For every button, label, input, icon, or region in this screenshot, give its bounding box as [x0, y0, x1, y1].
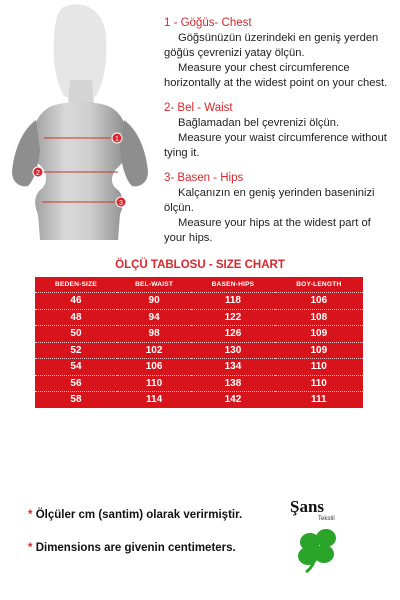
table-cell: 126: [191, 326, 274, 343]
svg-text:3: 3: [119, 200, 123, 207]
table-cell: 58: [35, 392, 117, 408]
note-star: *: [28, 542, 33, 554]
note-english-text: Dimensions are givenin centimeters.: [35, 542, 236, 554]
table-cell: 118: [191, 293, 274, 310]
header-length: BOY-LENGTH: [296, 281, 342, 288]
table-cell: 130: [191, 342, 274, 359]
table-cell: 54: [35, 359, 117, 376]
logo-sub: Tekstil: [318, 516, 335, 522]
table-cell: 106: [275, 293, 363, 310]
step-line: Göğsünüzün üzerindeki en geniş yerden: [178, 32, 379, 44]
step-line: Measure your hips at the widest part of: [178, 217, 371, 229]
marker-2: [33, 167, 43, 177]
step-line: your hips.: [164, 232, 213, 244]
step-line: tying it.: [164, 147, 200, 159]
table-cell: 111: [275, 392, 363, 408]
table-cell: 142: [191, 392, 274, 408]
size-chart-table: [35, 277, 363, 408]
note-turkish-text: Ölçüler cm (santim) olarak verirmiştir.: [35, 509, 243, 521]
instruction-step: [164, 16, 396, 91]
note-star: *: [28, 509, 33, 521]
svg-text:1: 1: [115, 136, 119, 143]
table-cell: 110: [275, 375, 363, 392]
instruction-step: [164, 171, 396, 246]
table-cell: 108: [275, 309, 363, 326]
table-cell: 109: [275, 342, 363, 359]
svg-text:2: 2: [36, 170, 40, 177]
brand-logo: [286, 496, 356, 576]
step-title: 2- Bel - Waist: [164, 102, 233, 114]
table-cell: 56: [35, 375, 117, 392]
table-cell: 138: [191, 375, 274, 392]
step-line: Bağlamadan bel çevrenizi ölçün.: [178, 117, 340, 129]
table-cell: 98: [117, 326, 191, 343]
table-cell: 48: [35, 309, 117, 326]
body-silhouette: [12, 4, 148, 240]
step-line: göğüs çevrenizi yatay ölçün.: [164, 47, 305, 59]
table-cell: 106: [117, 359, 191, 376]
table-row: [35, 326, 363, 343]
table-row: [35, 309, 363, 326]
table-row: [35, 293, 363, 310]
table-cell: 110: [275, 359, 363, 376]
table-cell: 102: [117, 342, 191, 359]
measurement-instructions: [164, 16, 396, 256]
step-line: Measure your waist circumference without: [178, 132, 387, 144]
clover-icon: [298, 529, 336, 572]
header-hips: BASEN-HIPS: [211, 281, 255, 288]
table-row: [35, 342, 363, 359]
step-title: 1 - Göğüs- Chest: [164, 17, 252, 29]
marker-3: [116, 197, 126, 207]
note-turkish: [28, 509, 242, 521]
table-cell: 110: [117, 375, 191, 392]
table-cell: 122: [191, 309, 274, 326]
table-cell: 109: [275, 326, 363, 343]
note-english: [28, 542, 236, 554]
table-cell: 134: [191, 359, 274, 376]
table-row: [35, 359, 363, 376]
logo-name: Şans: [290, 497, 325, 516]
table-row: [35, 375, 363, 392]
table-cell: 114: [117, 392, 191, 408]
instruction-step: [164, 101, 396, 161]
table-header-row: [35, 277, 363, 293]
marker-1: [112, 133, 122, 143]
header-size: BEDEN-SIZE: [54, 281, 97, 288]
table-cell: 90: [117, 293, 191, 310]
step-line: horizontally at the widest point on your chest.: [164, 77, 388, 89]
table-cell: 50: [35, 326, 117, 343]
table-cell: 52: [35, 342, 117, 359]
step-line: Measure your chest circumference: [178, 62, 350, 74]
step-line: Kalçanızın en geniş yerinden baseninizi: [178, 187, 375, 199]
table-body: [35, 293, 363, 408]
header-waist: BEL-WAIST: [135, 281, 174, 288]
step-title: 3- Basen - Hips: [164, 172, 244, 184]
mannequin-figure: [0, 0, 160, 250]
table-cell: 46: [35, 293, 117, 310]
table-row: [35, 392, 363, 408]
table-cell: 94: [117, 309, 191, 326]
size-chart-title: ÖLÇÜ TABLOSU - SIZE CHART: [115, 259, 285, 271]
step-line: ölçün.: [164, 202, 194, 214]
